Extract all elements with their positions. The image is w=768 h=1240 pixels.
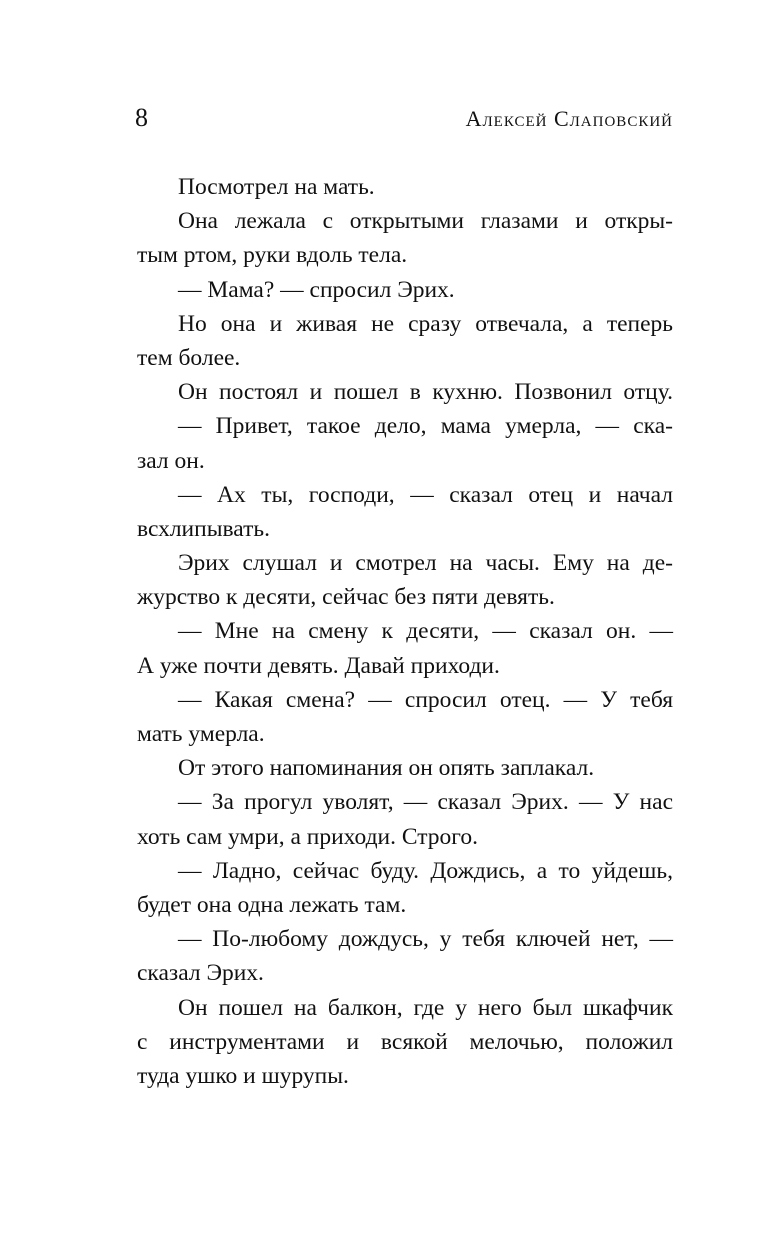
text-line: От этого напоминания он опять заплакал. xyxy=(178,755,595,782)
text-line: — Ладно, сейчас буду. Дождись, а то уйдешь, xyxy=(178,857,673,884)
text-line: — По-любому дождусь, у тебя ключей нет, — xyxy=(178,926,673,953)
text-line: — За прогул уволят, — сказал Эрих. — У нас xyxy=(178,789,673,816)
text-line: туда ушко и шурупы. xyxy=(137,1062,349,1089)
text-line: Посмотрел на мать. xyxy=(178,174,375,200)
body-text xyxy=(137,170,673,1093)
text-line: Он постоял и пошел в кухню. Позвонил отцу. xyxy=(178,379,673,406)
text-line: будет она одна лежать там. xyxy=(137,891,407,918)
running-head: Алексей Слаповский xyxy=(465,106,673,131)
text-line: — Привет, такое дело, мама умерла, — ска- xyxy=(178,413,673,440)
text-line: мать умерла. xyxy=(137,721,265,747)
text-line: — Мама? — спросил Эрих. xyxy=(178,276,455,303)
text-line: сказал Эрих. xyxy=(137,960,264,987)
text-line: с инструментами и всякой мелочью, положил xyxy=(137,1028,673,1055)
text-line: А уже почти девять. Давай приходи. xyxy=(137,652,500,679)
page-number: 8 xyxy=(135,103,148,132)
text-line: Он пошел на балкон, где у него был шкафчик xyxy=(178,994,673,1021)
text-line: тем более. xyxy=(137,344,241,371)
text-line: журство к десяти, сейчас без пяти девять. xyxy=(137,584,555,611)
text-line: — Мне на смену к десяти, — сказал он. — xyxy=(178,618,673,645)
text-line: Эрих слушал и смотрел на часы. Ему на де- xyxy=(178,550,673,577)
text-line: всхлипывать. xyxy=(137,515,270,542)
text-line: Но она и живая не сразу отвечала, а теперь xyxy=(178,310,673,337)
text-line: — Ах ты, господи, — сказал отец и начал xyxy=(178,481,673,508)
text-line: Она лежала с открытыми глазами и откры- xyxy=(178,208,673,235)
text-line: — Какая смена? — спросил отец. — У тебя xyxy=(178,686,673,713)
text-line: хоть сам умри, а приходи. Строго. xyxy=(137,823,478,850)
text-line: тым ртом, руки вдоль тела. xyxy=(137,242,408,269)
text-line: зал он. xyxy=(137,447,205,474)
